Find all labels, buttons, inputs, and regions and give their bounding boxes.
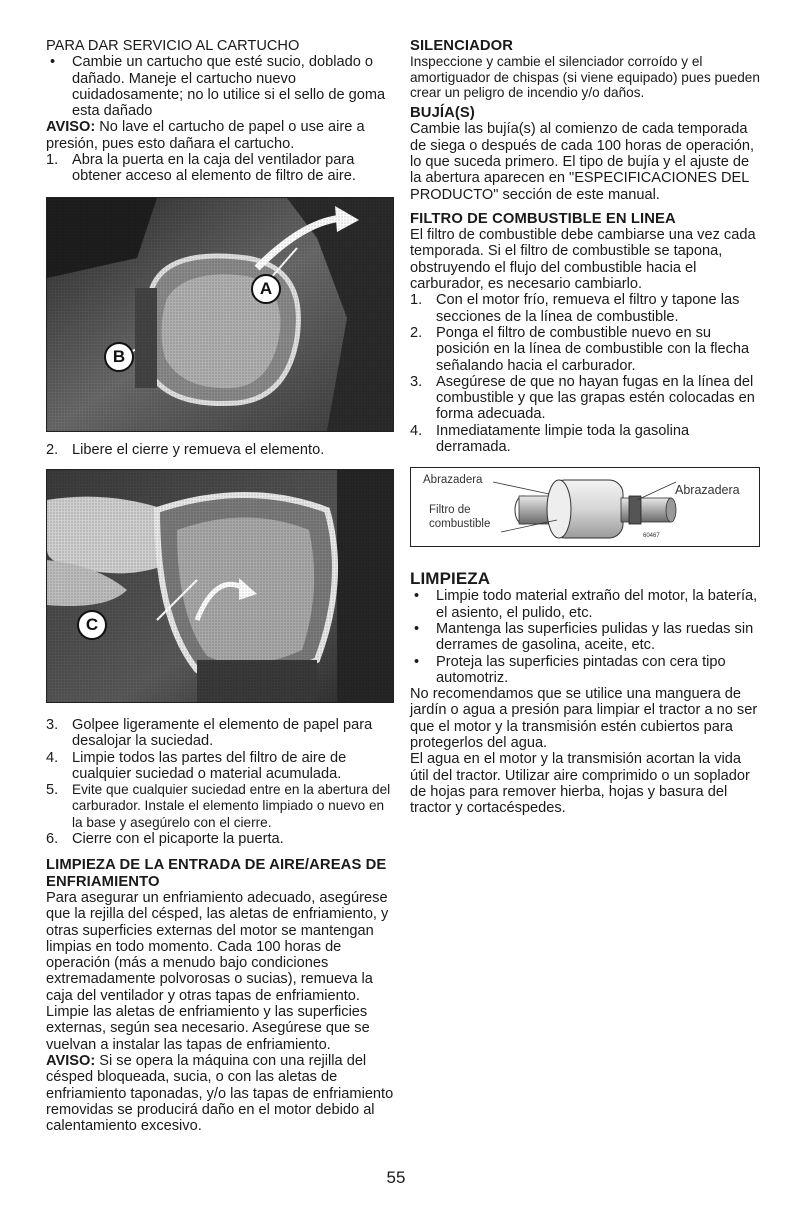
aviso-label: AVISO:	[46, 119, 96, 136]
fuel-step	[410, 423, 760, 456]
step-5-num: 5.	[46, 782, 59, 799]
fuel-step-text: Con el motor frío, remueva el filtro y tapone las secciones de la línea de combustible.	[436, 292, 740, 325]
cartridge-bullet-list	[46, 54, 394, 119]
right-column	[410, 38, 760, 816]
step-1	[46, 152, 394, 185]
aviso-text: No lave el cartucho de papel o use aire a presión, pues esto dañara el cartucho.	[46, 119, 365, 152]
fuel-step	[410, 325, 760, 374]
fuel-step-num: 2.	[410, 324, 423, 341]
air-filter-photo-1-image	[47, 198, 393, 431]
diagram-code: 60467	[643, 533, 660, 540]
aviso2-paragraph	[46, 1053, 394, 1134]
step-list-3	[46, 717, 394, 847]
callout-a: A	[251, 274, 281, 304]
step-6-num: 6.	[46, 831, 59, 848]
step-2-num: 2.	[46, 441, 59, 458]
fuel-step-num: 4.	[410, 422, 423, 439]
air-intake-heading: LIMPIEZA DE LA ENTRADA DE AIRE/AREAS DE ENFRIAMIENTO	[46, 857, 387, 890]
cartridge-bullet: • Cambie un cartucho que esté sucio, doblado o dañado. Maneje el cartucho nuevo cuidadosamente; no lo utilice si el sello de goma esta dañado	[46, 54, 394, 119]
aviso2-label: AVISO:	[46, 1052, 96, 1069]
aviso2-text: Si se opera la máquina con una rejilla del césped bloqueada, sucia, o con las aletas de enfriamiento taponadas, y/o las tapas de enfriamiento removidas se producirá daño en el motor debido al calentamiento excesivo.	[46, 1052, 394, 1135]
step-6	[46, 831, 394, 847]
callout-c: C	[77, 610, 107, 640]
step-3-num: 3.	[46, 716, 59, 733]
aviso-paragraph	[46, 119, 394, 152]
page-number: 55	[386, 1168, 406, 1187]
filter-label-line2: combustible	[429, 518, 491, 531]
fuel-step-list	[410, 292, 760, 455]
step-2	[46, 442, 394, 458]
step-list-1	[46, 152, 394, 185]
filter-label-line1: Filtro de	[429, 504, 471, 517]
air-filter-photo-2-image	[47, 470, 393, 702]
fuel-step-text: Asegúrese de que no hayan fugas en la línea del combustible y que las grapas estén colocadas en forma adecuada.	[436, 373, 755, 423]
clamp-left-label: Abrazadera	[423, 474, 483, 487]
fuel-filter-diagram	[410, 467, 760, 547]
spark-plug-heading: BUJÍA(S)	[410, 105, 475, 122]
cleaning-heading: LIMPIEZA	[410, 569, 491, 589]
fuel-step	[410, 374, 760, 423]
step-2-text: Libere el cierre y remueva el elemento.	[72, 441, 325, 458]
air-intake-text: Para asegurar un enfriamiento adecuado, asegúrese que la rejilla del césped, las aletas de enfriamiento, y otras superficies externas del motor se mantengan limpias en todo momento. Cada 100 horas de operación (más a menudo bajo condiciones extremadamente polvorosas o sucias), remueva la caja del ventilador y otras tapas de enfriamiento. Limpie las aletas de enfriamiento y las superficies externas, según sea necesario. Asegúrese que se vuelvan a instalar las tapas de enfriamiento.	[46, 889, 389, 1053]
step-list-2	[46, 442, 394, 458]
cleaning-bullet-list	[410, 588, 760, 686]
step-1-text: Abra la puerta en la caja del ventilador para obtener acceso al elemento de filtro de aire.	[72, 152, 356, 185]
cleaning-bullet: • Limpie todo material extraño del motor, la batería, el asiento, el pulido, etc.	[410, 588, 760, 621]
step-6-text: Cierre con el picaporte la puerta.	[72, 831, 284, 848]
fuel-step-num: 1.	[410, 292, 423, 309]
cleaning-bullet: • Proteja las superficies pintadas con cera tipo automotriz.	[410, 654, 760, 687]
spark-plug-text: Cambie las bujía(s) al comienzo de cada temporada de siega o después de cada 100 horas de operación, lo que suceda primero. El tipo de bujía y el ajuste de la abertura aparecen en "ESPECIFICACIONES DEL PRODUCTO" sección de este manual.	[410, 121, 755, 203]
fuel-step-num: 3.	[410, 373, 423, 390]
step-5-text: Evite que cualquier suciedad entre en la abertura del carburador. Instale el elemento limpiado o nuevo en la base y asegúrelo con el cierre.	[72, 782, 391, 830]
step-3	[46, 717, 394, 750]
fuel-filter-text: El filtro de combustible debe cambiarse una vez cada temporada. Si el filtro de combustible se tapona, obstruyendo el flujo del combustible hacia el carburador, es necesario cambiarlo.	[410, 227, 756, 293]
callout-b: B	[104, 342, 134, 372]
fuel-step-text: Inmediatamente limpie toda la gasolina derramada.	[436, 422, 690, 456]
clamp-right-label: Abrazadera	[675, 483, 740, 498]
muffler-heading: SILENCIADOR	[410, 38, 514, 54]
muffler-text: Inspeccione y cambie el silenciador corroído y el amortiguador de chispas (si viene equipado) pues pueden crear un peligro de incendio y/o daños.	[410, 54, 760, 101]
step-4-text: Limpie todos las partes del filtro de aire de cualquier suciedad o material acumulada.	[72, 749, 347, 782]
fuel-filter-heading: FILTRO DE COMBUSTIBLE EN LINEA	[410, 210, 676, 227]
cleaning-text-1: No recomendamos que se utilice una manguera de jardín o agua a presión para limpiar el tractor a no ser que el motor y la transmisión estén cubiertos para protegerlos del agua.	[410, 686, 758, 751]
air-filter-photo-1	[46, 197, 394, 432]
step-4-num: 4.	[46, 749, 59, 766]
cleaning-text-2: El agua en el motor y la transmisión acortan la vida útil del tractor. Utilizar aire comprimido o un soplador de hojas para remover hierba, hojas y basura del tractor y cortacéspedes.	[410, 751, 750, 817]
step-4	[46, 750, 394, 783]
fuel-step-text: Ponga el filtro de combustible nuevo en su posición en la línea de combustible con la flecha señalando hacia el carburador.	[436, 324, 750, 374]
step-5	[46, 782, 394, 831]
cartridge-heading: PARA DAR SERVICIO AL CARTUCHO	[46, 38, 300, 54]
step-1-num: 1.	[46, 152, 59, 169]
air-filter-photo-2	[46, 469, 394, 703]
fuel-step	[410, 292, 760, 325]
step-3-text: Golpee ligeramente el elemento de papel para desalojar la suciedad.	[72, 716, 373, 750]
left-column	[46, 38, 394, 1134]
cleaning-bullet: • Mantenga las superficies pulidas y las ruedas sin derrames de gasolina, aceite, etc.	[410, 621, 760, 654]
